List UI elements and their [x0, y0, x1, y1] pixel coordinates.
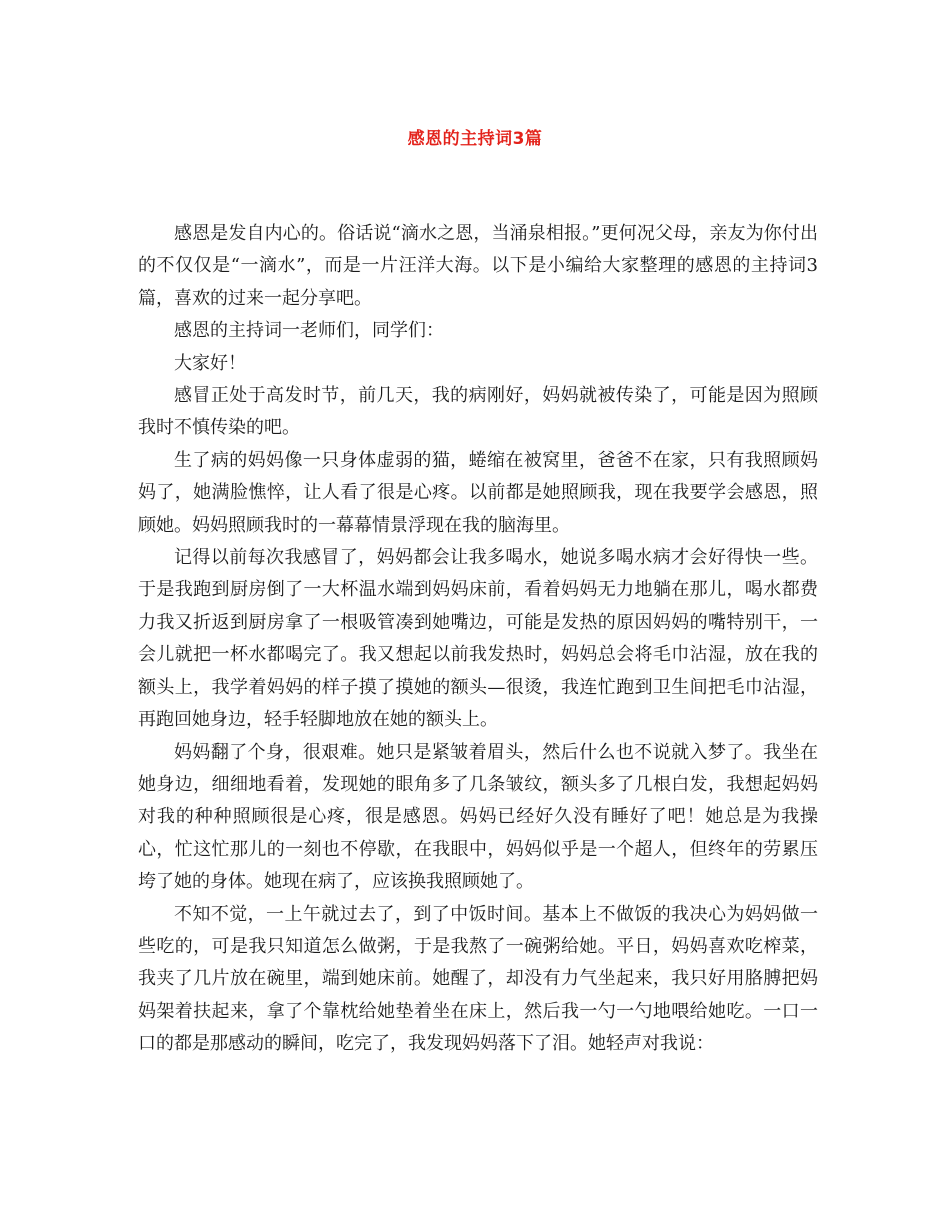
paragraph-body: 感冒正处于高发时节，前几天，我的病刚好，妈妈就被传染了，可能是因为照顾我时不慎传染的吧。	[138, 385, 818, 439]
paragraph-body: 生了病的妈妈像一只身体虚弱的猫，蜷缩在被窝里，爸爸不在家，只有我照顾妈妈了，她满脸憔悴，让人看了很是心疼。以前都是她照顾我，现在我要学会感恩，照顾她。妈妈照顾我时的一幕幕情景浮现在我的脑海里。	[138, 449, 818, 536]
document-title: 感恩的主持词3篇	[407, 129, 543, 149]
document-body	[138, 218, 818, 1061]
paragraph-intro: 感恩是发自内心的。俗话说“滴水之恩，当涌泉相报。”更何况父母，亲友为你付出的不仅仅是“一滴水”，而是一片汪洋大海。以下是小编给大家整理的感恩的主持词3篇，喜欢的过来一起分享吧。	[138, 223, 818, 309]
paragraph-speech-heading: 感恩的主持词一老师们，同学们：	[174, 320, 444, 342]
paragraph-greeting: 大家好！	[174, 352, 246, 374]
paragraph-body: 不知不觉，一上午就过去了，到了中饭时间。基本上不做饭的我决心为妈妈做一些吃的，可是我只知道怎么做粥，于是我熬了一碗粥给她。平日，妈妈喜欢吃榨菜，我夹了几片放在碗里，端到她床前。她醒了，却没有力气坐起来，我只好用胳膊把妈妈架着扶起来，拿了个靠枕给她垫着坐在床上，然后我一勺一勺地喂给她吃。一口一口的都是那感动的瞬间，吃完了，我发现妈妈落下了泪。她轻声对我说：	[138, 903, 818, 1055]
paragraph-body: 记得以前每次我感冒了，妈妈都会让我多喝水，她说多喝水病才会好得快一些。于是我跑到厨房倒了一大杯温水端到妈妈床前，看着妈妈无力地躺在那儿，喝水都费力我又折返到厨房拿了一根吸管凑到她嘴边，可能是发热的原因妈妈的嘴特别干，一会儿就把一杯水都喝完了。我又想起以前我发热时，妈妈总会将毛巾沾湿，放在我的额头上，我学着妈妈的样子摸了摸她的额头—很烫，我连忙跑到卫生间把毛巾沾湿，再跑回她身边，轻手轻脚地放在她的额头上。	[138, 547, 818, 731]
paragraph-body: 妈妈翻了个身，很艰难。她只是紧皱着眉头，然后什么也不说就入梦了。我坐在她身边，细细地看着，发现她的眼角多了几条皱纹，额头多了几根白发，我想起妈妈对我的种种照顾很是心疼，很是感恩。妈妈已经好久没有睡好了吧！她总是为我操心，忙这忙那儿的一刻也不停歇，在我眼中，妈妈似乎是一个超人，但终年的劳累压垮了她的身体。她现在病了，应该换我照顾她了。	[138, 741, 818, 893]
